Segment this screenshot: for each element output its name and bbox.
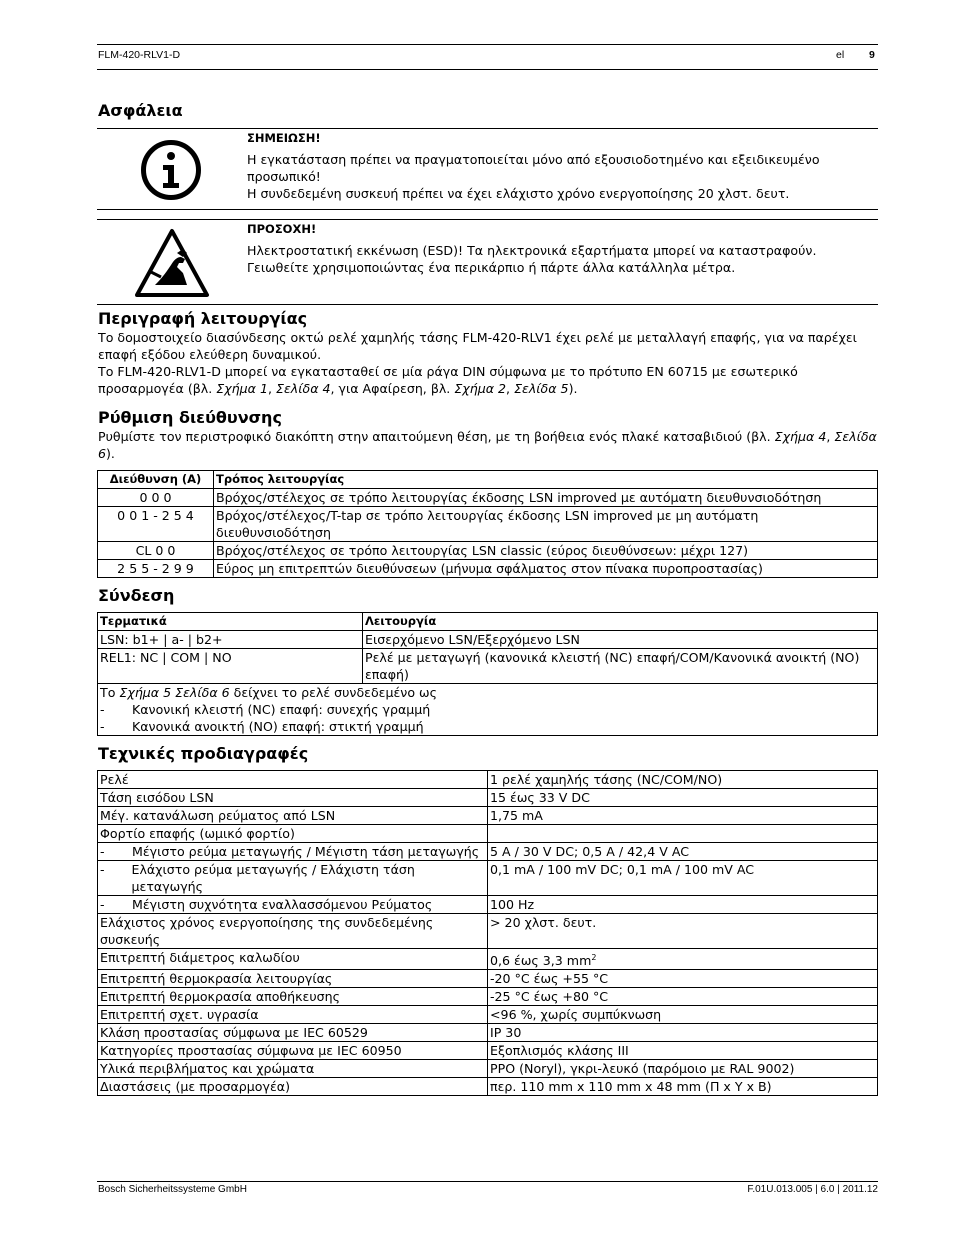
- mode-value: Βρόχος/στέλεχος σε τρόπο λειτουργίας έκδοσης LSN improved με αυτόματη διευθυνσιοδότηση: [214, 489, 878, 507]
- connection-note-cell: [98, 684, 878, 736]
- spec-value-text: <96 %, χωρίς συμπύκνωση: [490, 1007, 662, 1023]
- esd-warning-icon: [133, 227, 211, 299]
- column-header-function: Λειτουργία: [363, 613, 878, 631]
- table-row: [98, 914, 878, 949]
- dash: -: [100, 844, 105, 859]
- spec-label-text: Ελάχιστο ρεύμα μεταγωγής / Ελάχιστη τάση μεταγωγής: [131, 862, 415, 894]
- table-row: [98, 988, 878, 1006]
- spec-label: Επιτρεπτή θερμοκρασία αποθήκευσης: [98, 988, 488, 1006]
- note-text: [247, 151, 867, 202]
- figure-ref-1: Σχήμα 1: [216, 381, 268, 396]
- spec-value: [488, 1078, 878, 1096]
- spec-value-text: -20 °C έως +55 °C: [490, 971, 609, 987]
- mode-value: Βρόχος/στέλεχος σε τρόπο λειτουργίας LSN classic (εύρος διευθύνσεων: μέχρι 127): [214, 542, 878, 560]
- table-row: [98, 507, 878, 542]
- note-text: δείχνει το ρελέ συνδεδεμένο ως: [229, 685, 437, 700]
- spec-label: Φορτίο επαφής (ωμικό φορτίο): [98, 825, 488, 843]
- address-value: CL 0 0: [98, 542, 214, 560]
- page-ref-1: Σελίδα 4: [276, 381, 331, 396]
- separator: ,: [826, 429, 835, 444]
- list-item-text: Κανονική κλειστή (NC) επαφή: συνεχής γραμμή: [132, 702, 431, 717]
- spec-label: Υλικά περιβλήματος και χρώματα: [98, 1060, 488, 1078]
- spec-label: [98, 896, 488, 914]
- spec-label: Ελάχιστος χρόνος ενεργοποίησης της συνδεδεμένης συσκευής: [98, 914, 488, 949]
- section-heading-safety: Ασφάλεια: [98, 101, 183, 120]
- table-row: [98, 1042, 878, 1060]
- spec-label: Κατηγορίες προστασίας σύμφωνα με IEC 60950: [98, 1042, 488, 1060]
- spec-value-text: -25 °C έως +80 °C: [490, 989, 609, 1005]
- separator: ,: [506, 381, 515, 396]
- table-row: [98, 970, 878, 988]
- table-row: [98, 1024, 878, 1042]
- spec-value: [488, 914, 878, 949]
- table-row: [98, 631, 878, 649]
- table-row: [98, 684, 878, 736]
- spec-value-text: Εξοπλισμός κλάσης III: [490, 1043, 629, 1059]
- spec-value: [488, 1006, 878, 1024]
- spec-value: [488, 825, 878, 843]
- spec-value-text: 5 A / 30 V DC; 0,5 A / 42,4 V AC: [490, 844, 690, 859]
- table-header-row: [98, 613, 878, 631]
- spec-value: [488, 1024, 878, 1042]
- table-row: [98, 861, 878, 896]
- caution-line-1: Ηλεκτροστατική εκκένωση (ESD)! Τα ηλεκτρονικά εξαρτήματα μπορεί να καταστραφούν.: [247, 243, 817, 258]
- table-row: [98, 489, 878, 507]
- list-item: [100, 701, 875, 718]
- note-block: [97, 128, 878, 210]
- address-value: 0 0 0: [98, 489, 214, 507]
- specs-table: [97, 770, 878, 1096]
- table-row: [98, 896, 878, 914]
- table-row: [98, 771, 878, 789]
- spec-value-text: 100 Hz: [490, 897, 535, 912]
- address-value: 2 5 5 - 2 9 9: [98, 560, 214, 578]
- table-row: [98, 843, 878, 861]
- table-row: [98, 649, 878, 684]
- spec-label: Επιτρεπτή διάμετρος καλωδίου: [98, 949, 488, 970]
- header-doc-id: FLM-420-RLV1-D: [98, 49, 181, 61]
- table-row: [98, 825, 878, 843]
- table-row: [98, 542, 878, 560]
- footer-rule: [97, 1181, 878, 1182]
- header-page-number: 9: [869, 49, 875, 61]
- note-rule-bottom: [97, 209, 878, 210]
- description-paragraph-2: [98, 363, 878, 397]
- figure-ref-2: Σχήμα 2: [454, 381, 507, 396]
- spec-value-text: 0,6 έως 3,3 mm: [490, 953, 592, 969]
- spec-value: [488, 861, 878, 896]
- description-text: , για Αφαίρεση, βλ.: [330, 381, 455, 396]
- header-rule-top: [97, 44, 878, 45]
- spec-value-text: 15 έως 33 V DC: [490, 790, 590, 805]
- spec-value-text: 1 ρελέ χαμηλής τάσης (NC/COM/NO): [490, 772, 723, 787]
- dash: -: [100, 719, 105, 734]
- table-header-row: [98, 471, 878, 489]
- spec-label: Ρελέ: [98, 771, 488, 789]
- table-row: [98, 560, 878, 578]
- terminal-value: LSN: b1+ | a- | b2+: [98, 631, 363, 649]
- footer-doc-ref: F.01U.013.005 | 6.0 | 2011.12: [747, 1184, 878, 1195]
- caution-text: [247, 242, 867, 276]
- spec-value-text: IP 30: [490, 1025, 522, 1041]
- table-row: [98, 949, 878, 970]
- caution-rule-bottom: [97, 304, 878, 305]
- spec-value: [488, 771, 878, 789]
- footer-company: Bosch Sicherheitssysteme GmbH: [98, 1184, 247, 1195]
- page-ref-6: Σελίδα 6: [98, 429, 877, 461]
- spec-value-text: περ. 110 mm x 110 mm x 48 mm (Π x Υ x Β): [490, 1079, 772, 1095]
- header-rule-bottom: [97, 69, 878, 70]
- table-row: [98, 1006, 878, 1024]
- list-item-text: Κανονικά ανοικτή (NO) επαφή: στικτή γραμμή: [132, 719, 424, 734]
- section-heading-specs: Τεχνικές προδιαγραφές: [98, 744, 309, 763]
- spec-label: Τάση εισόδου LSN: [98, 789, 488, 807]
- note-text: Το: [100, 685, 120, 700]
- spec-label: Επιτρεπτή θερμοκρασία λειτουργίας: [98, 970, 488, 988]
- spec-label: [98, 843, 488, 861]
- table-row: [98, 807, 878, 825]
- spec-label: Διαστάσεις (με προσαρμογέα): [98, 1078, 488, 1096]
- spec-value-text: 1,75 mA: [490, 808, 543, 823]
- spec-label-text: Μέγιστο ρεύμα μεταγωγής / Μέγιστη τάση μεταγωγής: [132, 844, 480, 859]
- table-row: [98, 789, 878, 807]
- table-row: [98, 1078, 878, 1096]
- spec-value: [488, 789, 878, 807]
- spec-label: Κλάση προστασίας σύμφωνα με IEC 60529: [98, 1024, 488, 1042]
- function-value: Ρελέ με μεταγωγή (κανονικά κλειστή (NC) επαφή/COM/Κανονικά ανοικτή (NO) επαφή): [363, 649, 878, 684]
- dash: -: [100, 702, 105, 717]
- address-text: ).: [106, 446, 115, 461]
- spec-value-text: > 20 χλστ. δευτ.: [490, 915, 597, 930]
- list-item: [100, 718, 875, 735]
- dash: -: [100, 897, 105, 912]
- spec-value: [488, 1042, 878, 1060]
- connection-table: [97, 612, 878, 736]
- terminal-value: REL1: NC | COM | NO: [98, 649, 363, 684]
- dash: -: [100, 862, 105, 877]
- spec-value-text: PPO (Noryl), γκρι-λευκό (παρόμοιο με RAL 9002): [490, 1061, 795, 1077]
- connection-note: [100, 684, 875, 701]
- address-paragraph: [98, 428, 878, 462]
- spec-value: [488, 807, 878, 825]
- address-table: [97, 470, 878, 578]
- column-header-address: Διεύθυνση (A): [98, 471, 214, 489]
- note-rule-top: [97, 128, 878, 129]
- spec-value: [488, 970, 878, 988]
- spec-value: [488, 896, 878, 914]
- caution-rule-top: [97, 219, 878, 220]
- note-line-2: Η συνδεδεμένη συσκευή πρέπει να έχει ελάχιστο χρόνο ενεργοποίησης 20 χλστ. δευτ.: [247, 186, 790, 201]
- section-heading-description: Περιγραφή λειτουργίας: [98, 309, 308, 328]
- page-ref-2: Σελίδα 5: [514, 381, 569, 396]
- function-value: Εισερχόμενο LSN/Εξερχόμενο LSN: [363, 631, 878, 649]
- address-value: 0 0 1 - 2 5 4: [98, 507, 214, 542]
- section-heading-connection: Σύνδεση: [98, 586, 175, 605]
- spec-label-text: Μέγιστη συχνότητα εναλλασσόμενου Ρεύματος: [132, 897, 433, 912]
- figure-ref-5: Σχήμα 5 Σελίδα 6: [119, 685, 230, 700]
- mode-value: Βρόχος/στέλεχος/T-tap σε τρόπο λειτουργίας έκδοσης LSN improved με μη αυτόματη διευθυνσιοδότηση: [214, 507, 878, 542]
- spec-label: Επιτρεπτή σχετ. υγρασία: [98, 1006, 488, 1024]
- description-text: ).: [568, 381, 578, 396]
- header-lang: el: [836, 49, 845, 61]
- column-header-mode: Τρόπος λειτουργίας: [214, 471, 878, 489]
- section-heading-address: Ρύθμιση διεύθυνσης: [98, 408, 282, 427]
- spec-label: [98, 861, 488, 896]
- table-row: [98, 1060, 878, 1078]
- caution-line-2: Γειωθείτε χρησιμοποιώντας ένα περικάρπιο ή πάρτε άλλα κατάλληλα μέτρα.: [247, 260, 736, 275]
- figure-ref-4: Σχήμα 4: [774, 429, 827, 444]
- spec-value: [488, 949, 878, 970]
- spec-value: [488, 843, 878, 861]
- note-title: ΣΗΜΕΙΩΣΗ!: [247, 131, 321, 145]
- description-paragraph-1: Το δομοστοιχείο διασύνδεσης οκτώ ρελέ χαμηλής τάσης FLM-420-RLV1 έχει ρελέ με μεταλλαγή επαφής, για να παρέχει επαφή εξόδου ελεύθερη δυναμικού.: [98, 330, 857, 362]
- mode-value: Εύρος μη επιτρεπτών διευθύνσεων (μήνυμα σφάλματος στον πίνακα πυροπροστασίας): [214, 560, 878, 578]
- description-text: Το FLM-420-RLV1-D μπορεί να εγκατασταθεί σε μία ράγα DIN σύμφωνα με το πρότυπο EN 60715 με εσωτερικό προσαρμογέα (βλ.: [98, 364, 798, 396]
- spec-label: Μέγ. κατανάλωση ρεύματος από LSN: [98, 807, 488, 825]
- spec-value-text: 0,1 mA / 100 mV DC; 0,1 mA / 100 mV AC: [490, 862, 755, 877]
- superscript: 2: [591, 953, 597, 962]
- info-icon: [139, 138, 203, 202]
- spec-value: [488, 1060, 878, 1078]
- address-text: Ρυθμίστε τον περιστροφικό διακόπτη στην απαιτούμενη θέση, με τη βοήθεια ενός πλακέ κατσαβιδιού (βλ.: [98, 429, 775, 444]
- caution-title: ΠΡΟΣΟΧΗ!: [247, 222, 317, 236]
- separator: ,: [268, 381, 277, 396]
- caution-block: [97, 219, 878, 305]
- note-line-1: Η εγκατάσταση πρέπει να πραγματοποιείται μόνο από εξουσιοδοτημένο και εξειδικευμένο προσωπικό!: [247, 152, 820, 184]
- spec-value: [488, 988, 878, 1006]
- column-header-terminals: Τερματικά: [98, 613, 363, 631]
